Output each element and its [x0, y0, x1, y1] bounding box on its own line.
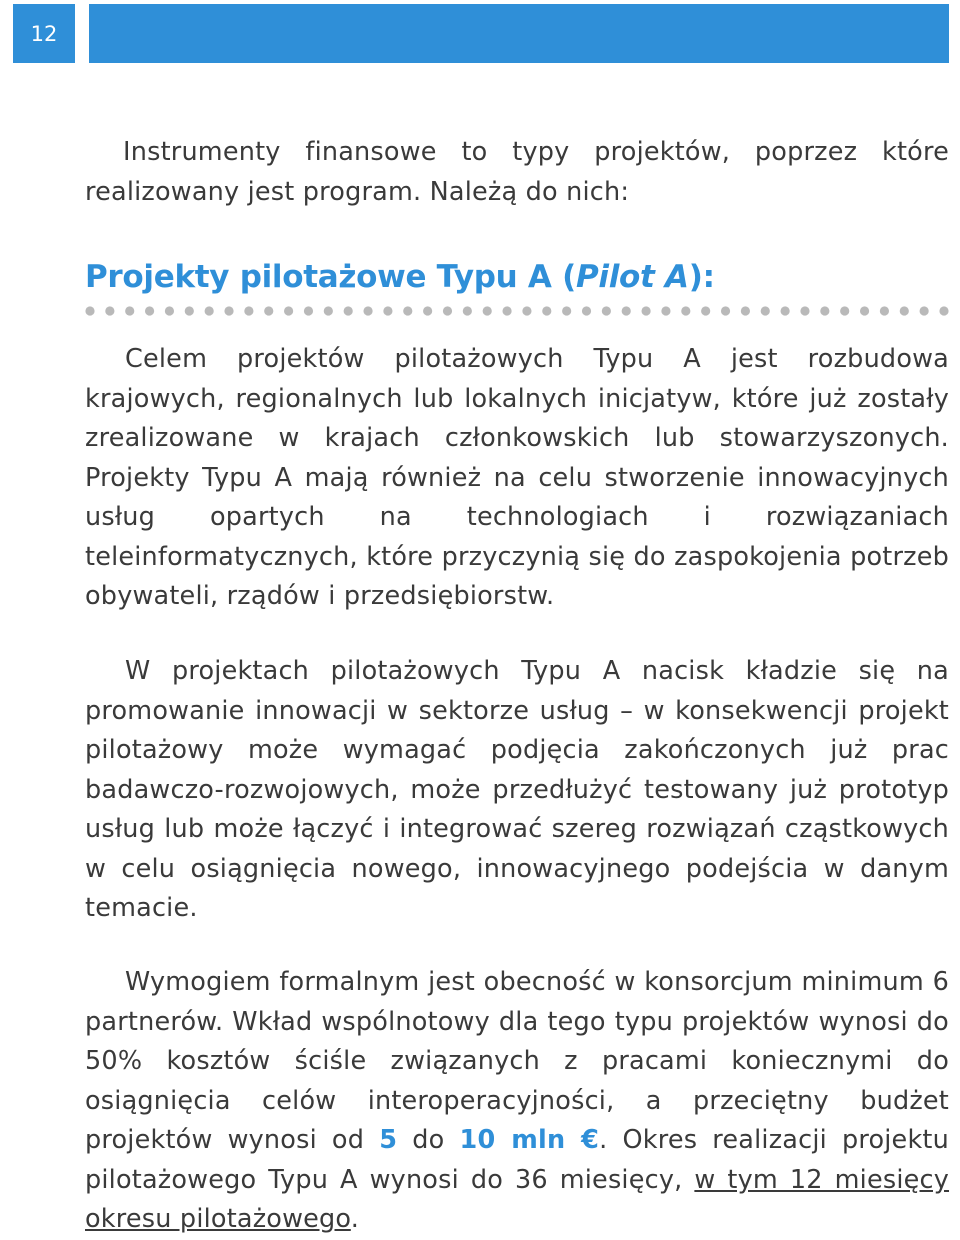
- page-number: 12: [30, 21, 58, 46]
- divider-dot: [602, 306, 611, 315]
- divider-dot: [820, 306, 829, 315]
- divider-dot: [363, 306, 372, 315]
- divider-dot: [344, 306, 353, 315]
- paragraph-innovation: W projektach pilotażowych Typu A nacisk kładzie się na promowanie innowacji w sektorze usług – w konsekwencji projekt pilotażowy może wymagać podjęcia zakończonych już prac badawczo-rozwojowych, może przedłużyć testowany już prototyp usług lub może łączyć i integrować szereg rozwiązań cząstkowych w celu osiągnięcia nowego, innowacyjnego podejścia w danym temacie.: [85, 656, 949, 923]
- divider-dot: [403, 306, 412, 315]
- divider-dot: [264, 306, 273, 315]
- divider-dot: [681, 306, 690, 315]
- divider-dot: [701, 306, 710, 315]
- divider-dot: [622, 306, 631, 315]
- divider-dot: [423, 306, 432, 315]
- section-heading: [85, 257, 715, 297]
- header-bar: [89, 4, 949, 63]
- divider-dot: [502, 306, 511, 315]
- divider-dot: [284, 306, 293, 315]
- paragraph-goals: Celem projektów pilotażowych Typu A jest rozbudowa krajowych, regionalnych lub lokalnych inicjatyw, które już zostały zrealizowane w krajach członkowskich lub stowarzyszonych. Projekty Typu A mają również na celu stworzenie innowacyjnych usług opartych na technologiach i rozwiązaniach teleinformatycznych, które przyczynią się do zaspokojenia potrzeb obywateli, rządów i przedsiębiorstw.: [85, 344, 949, 611]
- requirements-text-1: Wymogiem formalnym jest obecność w konsorcjum minimum 6 partnerów. Wkład wspólnotowy dla tego typu projektów wynosi do 50% kosztów ściśle związanych z pracami koniecznymi do osiągnięcia celów interoperacyjności, a przeciętny budżet projektów wynosi od: [85, 967, 949, 1155]
- divider-dot: [244, 306, 253, 315]
- divider-dot: [145, 306, 154, 315]
- divider-dot: [761, 306, 770, 315]
- divider-dot: [205, 306, 214, 315]
- divider-dot: [721, 306, 730, 315]
- divider-dot: [105, 306, 114, 315]
- divider-dot: [463, 306, 472, 315]
- divider-dot: [781, 306, 790, 315]
- requirements-text-2: . Okres realizacji projektu pilotażowego Typu A wynosi do 36 miesięcy,: [85, 1125, 949, 1195]
- divider-dot: [800, 306, 809, 315]
- heading-prefix: Projekty pilotażowe Typu A (: [85, 259, 576, 295]
- divider-dot: [443, 306, 452, 315]
- divider-dot: [860, 306, 869, 315]
- divider-dot: [562, 306, 571, 315]
- divider-dot: [522, 306, 531, 315]
- dotted-divider: [85, 304, 949, 318]
- intro-paragraph: Instrumenty finansowe to typy projektów, poprzez które realizowany jest program. Należą do nich:: [85, 137, 949, 207]
- divider-dot: [85, 306, 94, 315]
- heading-italic: Pilot A: [575, 259, 689, 295]
- divider-dot: [741, 306, 750, 315]
- divider-dot: [165, 306, 174, 315]
- divider-dot: [641, 306, 650, 315]
- requirements-text-mid: do: [397, 1125, 460, 1155]
- pilot-period-note: w tym 12 miesięcy okresu pilotażowego: [85, 1164, 950, 1234]
- heading-suffix: ):: [688, 259, 715, 295]
- divider-dot: [939, 306, 948, 315]
- divider-dot: [185, 306, 194, 315]
- divider-dot: [920, 306, 929, 315]
- paragraph-requirements: [85, 963, 949, 1240]
- divider-dot: [224, 306, 233, 315]
- divider-dot: [840, 306, 849, 315]
- requirements-text-end: .: [350, 1204, 360, 1234]
- divider-dot: [324, 306, 333, 315]
- divider-dot: [900, 306, 909, 315]
- divider-dot: [582, 306, 591, 315]
- divider-dot: [304, 306, 313, 315]
- divider-dot: [661, 306, 670, 315]
- divider-dot: [383, 306, 392, 315]
- budget-min: 5: [379, 1125, 398, 1155]
- budget-max: 10 mln €: [459, 1125, 600, 1155]
- divider-dot: [125, 306, 134, 315]
- page-number-badge: [13, 4, 75, 63]
- divider-dot: [880, 306, 889, 315]
- divider-dot: [542, 306, 551, 315]
- divider-dot: [483, 306, 492, 315]
